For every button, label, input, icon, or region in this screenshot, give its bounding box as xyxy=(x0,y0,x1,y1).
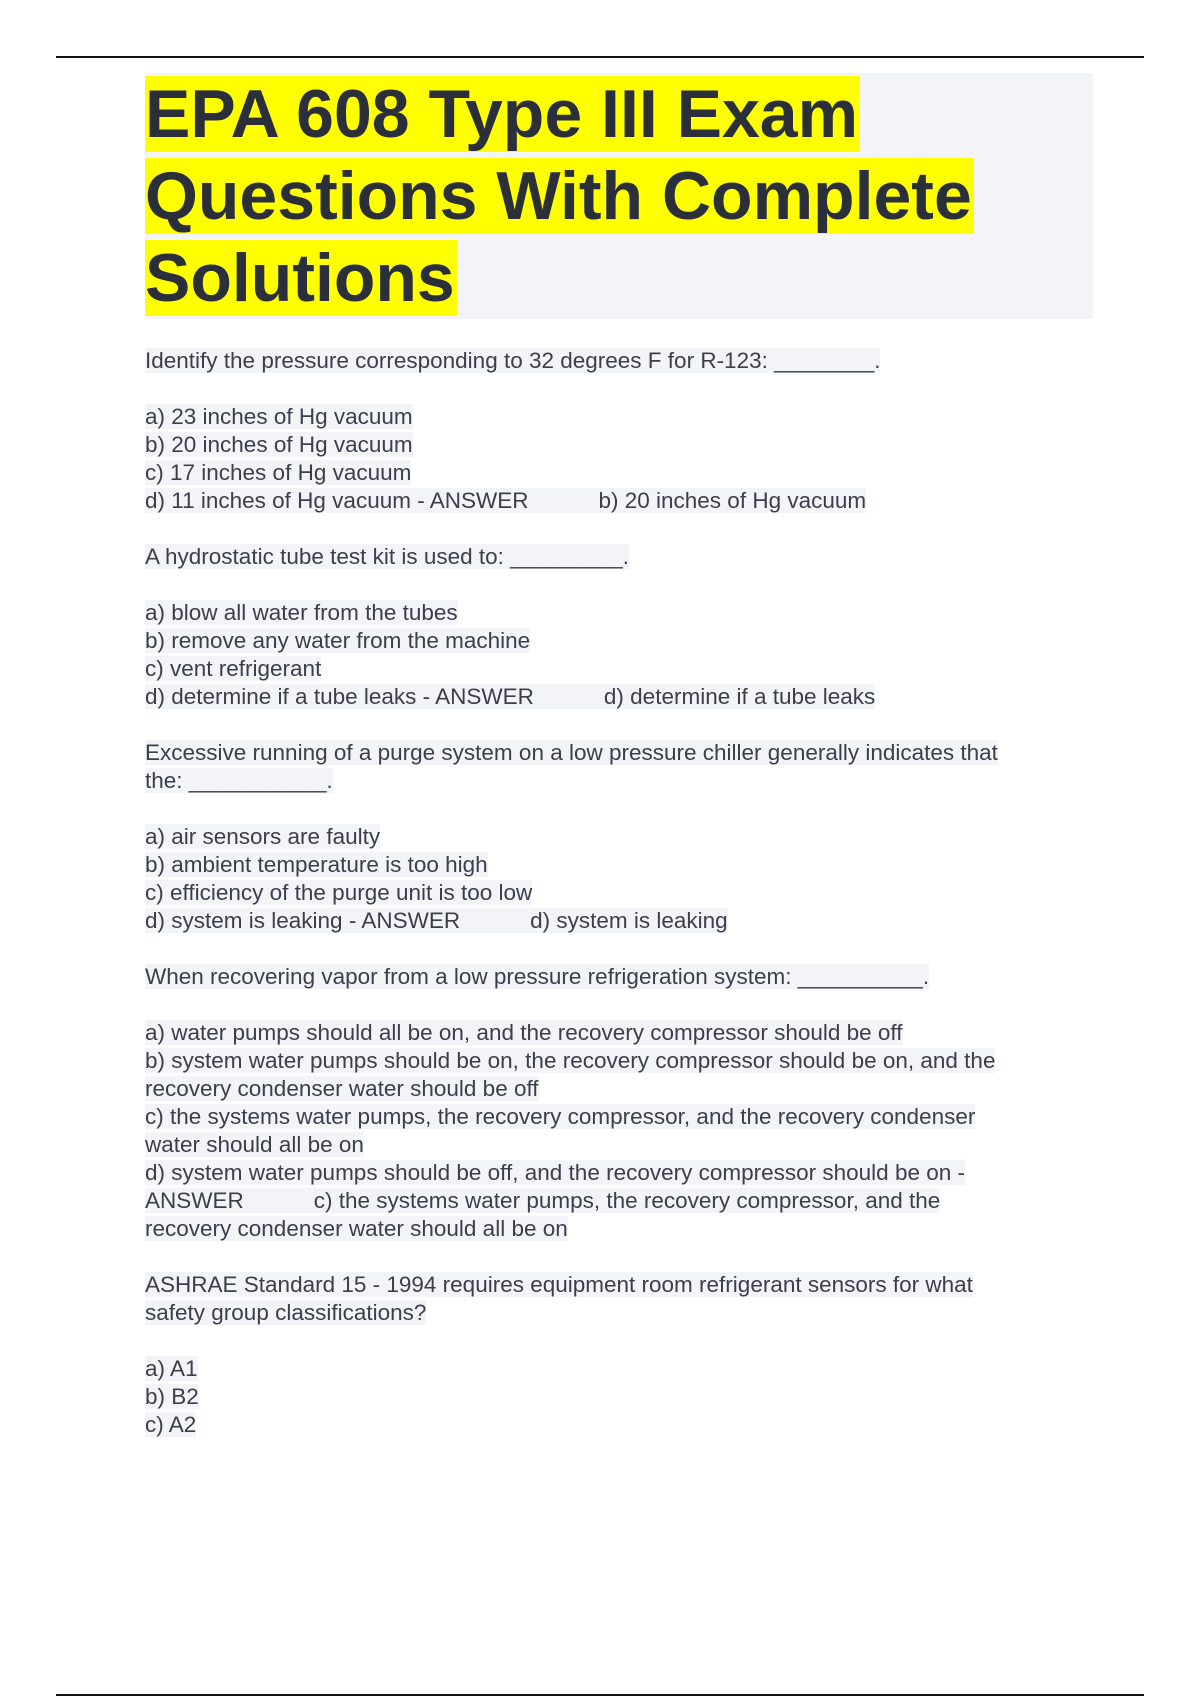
option-c: c) efficiency of the purge unit is too low xyxy=(145,880,533,905)
bottom-rule xyxy=(56,1694,1144,1696)
option-c: c) A2 xyxy=(145,1412,197,1437)
option-d: d) system water pumps should be off, and the recovery compressor should be on - xyxy=(145,1160,965,1185)
question-prompt: Excessive running of a purge system on a low pressure chiller generally indicates that the: ___________. xyxy=(145,740,998,793)
option-a: a) blow all water from the tubes xyxy=(145,600,458,625)
question-prompt: ASHRAE Standard 15 - 1994 requires equipment room refrigerant sensors for what safety group classifications? xyxy=(145,1272,973,1325)
question-prompt: Identify the pressure corresponding to 32 degrees F for R-123: ________. xyxy=(145,348,881,373)
option-b: b) remove any water from the machine xyxy=(145,628,531,653)
option-c: c) vent refrigerant xyxy=(145,656,322,681)
top-rule xyxy=(56,56,1144,58)
title-block xyxy=(145,73,1093,319)
option-b-continued: recovery condenser water should be off xyxy=(145,1076,539,1101)
option-a: a) water pumps should all be on, and the recovery compressor should be off xyxy=(145,1020,903,1045)
option-d-answer-row xyxy=(145,684,875,709)
answer-options xyxy=(145,403,1093,515)
option-d: d) determine if a tube leaks - ANSWER xyxy=(145,684,534,709)
question-4 xyxy=(145,963,1093,1243)
question-5 xyxy=(145,1271,1093,1439)
option-c: c) the systems water pumps, the recovery compressor, and the recovery condenser xyxy=(145,1104,976,1129)
option-a: a) 23 inches of Hg vacuum xyxy=(145,404,413,429)
option-b: b) ambient temperature is too high xyxy=(145,852,488,877)
question-3 xyxy=(145,739,1093,935)
answer-options xyxy=(145,1355,1093,1439)
answer-options xyxy=(145,1019,1093,1243)
option-d-answer-row xyxy=(145,488,866,513)
answer-options xyxy=(145,823,1093,935)
question-prompt: When recovering vapor from a low pressure refrigeration system: __________. xyxy=(145,964,930,989)
correct-answer: c) the systems water pumps, the recovery compressor, and the xyxy=(313,1188,941,1213)
question-prompt: A hydrostatic tube test kit is used to: _________. xyxy=(145,544,630,569)
answer-options xyxy=(145,599,1093,711)
option-a: a) A1 xyxy=(145,1356,198,1381)
option-c-continued: water should all be on xyxy=(145,1132,364,1157)
document-title xyxy=(145,73,1093,319)
question-1 xyxy=(145,347,1093,515)
option-d: d) system is leaking - ANSWER xyxy=(145,908,461,933)
correct-answer: d) determine if a tube leaks xyxy=(603,684,876,709)
correct-answer: d) system is leaking xyxy=(530,908,728,933)
option-c: c) 17 inches of Hg vacuum xyxy=(145,460,412,485)
option-d-answer-row xyxy=(145,1188,940,1213)
correct-answer: b) 20 inches of Hg vacuum xyxy=(598,488,867,513)
question-2 xyxy=(145,543,1093,711)
answer-label: ANSWER xyxy=(145,1188,244,1213)
option-d: d) 11 inches of Hg vacuum - ANSWER xyxy=(145,488,529,513)
title-highlight: EPA 608 Type III Exam Questions With Complete Solutions xyxy=(145,76,972,316)
correct-answer-continued: recovery condenser water should all be on xyxy=(145,1216,568,1241)
option-b: b) B2 xyxy=(145,1384,199,1409)
option-d-answer-row xyxy=(145,908,728,933)
document-body xyxy=(145,73,1093,1467)
option-b: b) 20 inches of Hg vacuum xyxy=(145,432,413,457)
option-b: b) system water pumps should be on, the recovery compressor should be on, and the xyxy=(145,1048,996,1073)
option-a: a) air sensors are faulty xyxy=(145,824,381,849)
